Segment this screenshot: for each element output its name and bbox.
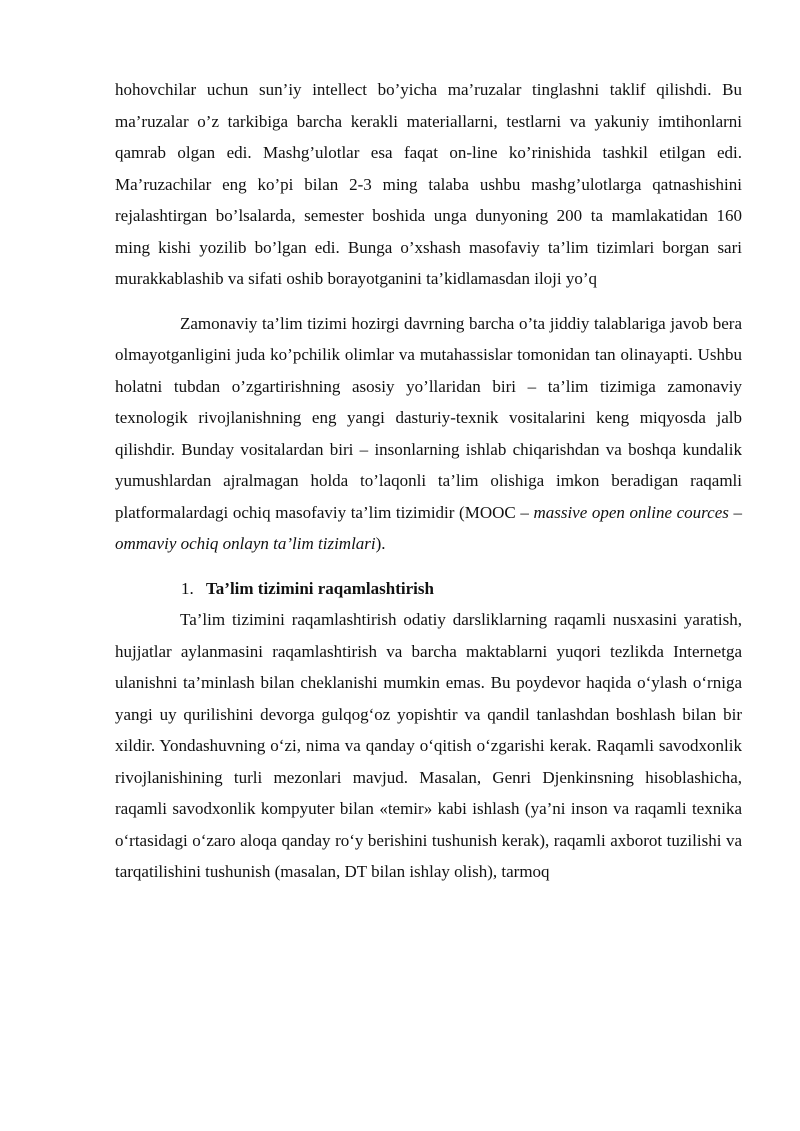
paragraph-2-text: Zamonaviy ta’lim tizimi hozirgi davrning barcha o’ta jiddiy talablariga javob bera olmayotganligini juda ko’pchilik olimlar va mutahassislar tomonidan tan olinayapti. Ushbu holatni tubdan o’zgartirishning asosiy yo’llaridan biri – ta’lim tizimiga zamonaviy texnologik rivojlanishning eng yangi dasturiy-texnik vositalarini keng miqyosda jalb qilishdir. Bunday vositalardan biri – insonlarning ishlab chiqarishdan va boshqa kundalik yumushlardan ajralmagan holda to’laqonli ta’lim olishiga imkon beradigan raqamli platformalardagi ochiq masofaviy ta’lim tizimidir (MOOC – [115, 313, 742, 522]
section-number: 1. [181, 578, 194, 598]
paragraph-2-italic: massive open online cources – ommaviy ochiq onlayn ta’lim tizimlari [115, 502, 742, 553]
paragraph-2-closing: ). [375, 534, 386, 553]
document-page [115, 74, 742, 888]
section-heading [115, 573, 742, 605]
section-title: Ta’lim tizimini raqamlashtirish [206, 578, 434, 598]
paragraph-2 [115, 308, 742, 560]
paragraph-3: Ta’lim tizimini raqamlashtirish odatiy darsliklarning raqamli nusxasini yaratish, hujjatlar aylanmasini raqamlashtirish va barcha maktablarni yuqori tezlikda Internetga ulanishni ta’minlash bilan cheklanishi mumkin emas. Bu poydevor haqida o‘ylash o‘rniga yangi uy qurilishini devorga gulqog‘oz yopishtir va qandil tanlashdan boshlash bilan bir xildir. Yondashuvning o‘zi, nima va qanday o‘qitish o‘zgarishi kerak. Raqamli savodxonlik rivojlanishining turli mezonlari mavjud. Masalan, Genri Djenkinsning hisoblashicha, raqamli savodxonlik kompyuter bilan «temir» kabi ishlash (ya’ni inson va raqamli texnika o‘rtasidagi o‘zaro aloqa qanday ro‘y berishini tushunish kerak), raqamli axborot tuzilishi va tarqatilishini tushunish (masalan, DT bilan ishlay olish), tarmoq [115, 610, 742, 881]
paragraph-1: hohovchilar uchun sun’iy intellect bo’yicha ma’ruzalar tinglashni taklif qilishdi. Bu ma’ruzalar o’z tarkibiga barcha kerakli materiallarni, testlarni va yakuniy imtihonlarni qamrab olgan edi. Mashg’ulotlar esa faqat on-line ko’rinishida tashkil etilgan edi. Ma’ruzachilar eng ko’pi bilan 2-3 ming talaba ushbu mashg’ulotlarga qatnashishini rejalashtirgan bo’lsalarda, semester boshida unga dunyoning 200 ta mamlakatidan 160 ming kishi yozilib bo’lgan edi. Bunga o’xshash masofaviy ta’lim tizimlari borgan sari murakkablashib va sifati oshib borayotganini ta’kidlamasdan iloji yo’q [115, 80, 742, 288]
